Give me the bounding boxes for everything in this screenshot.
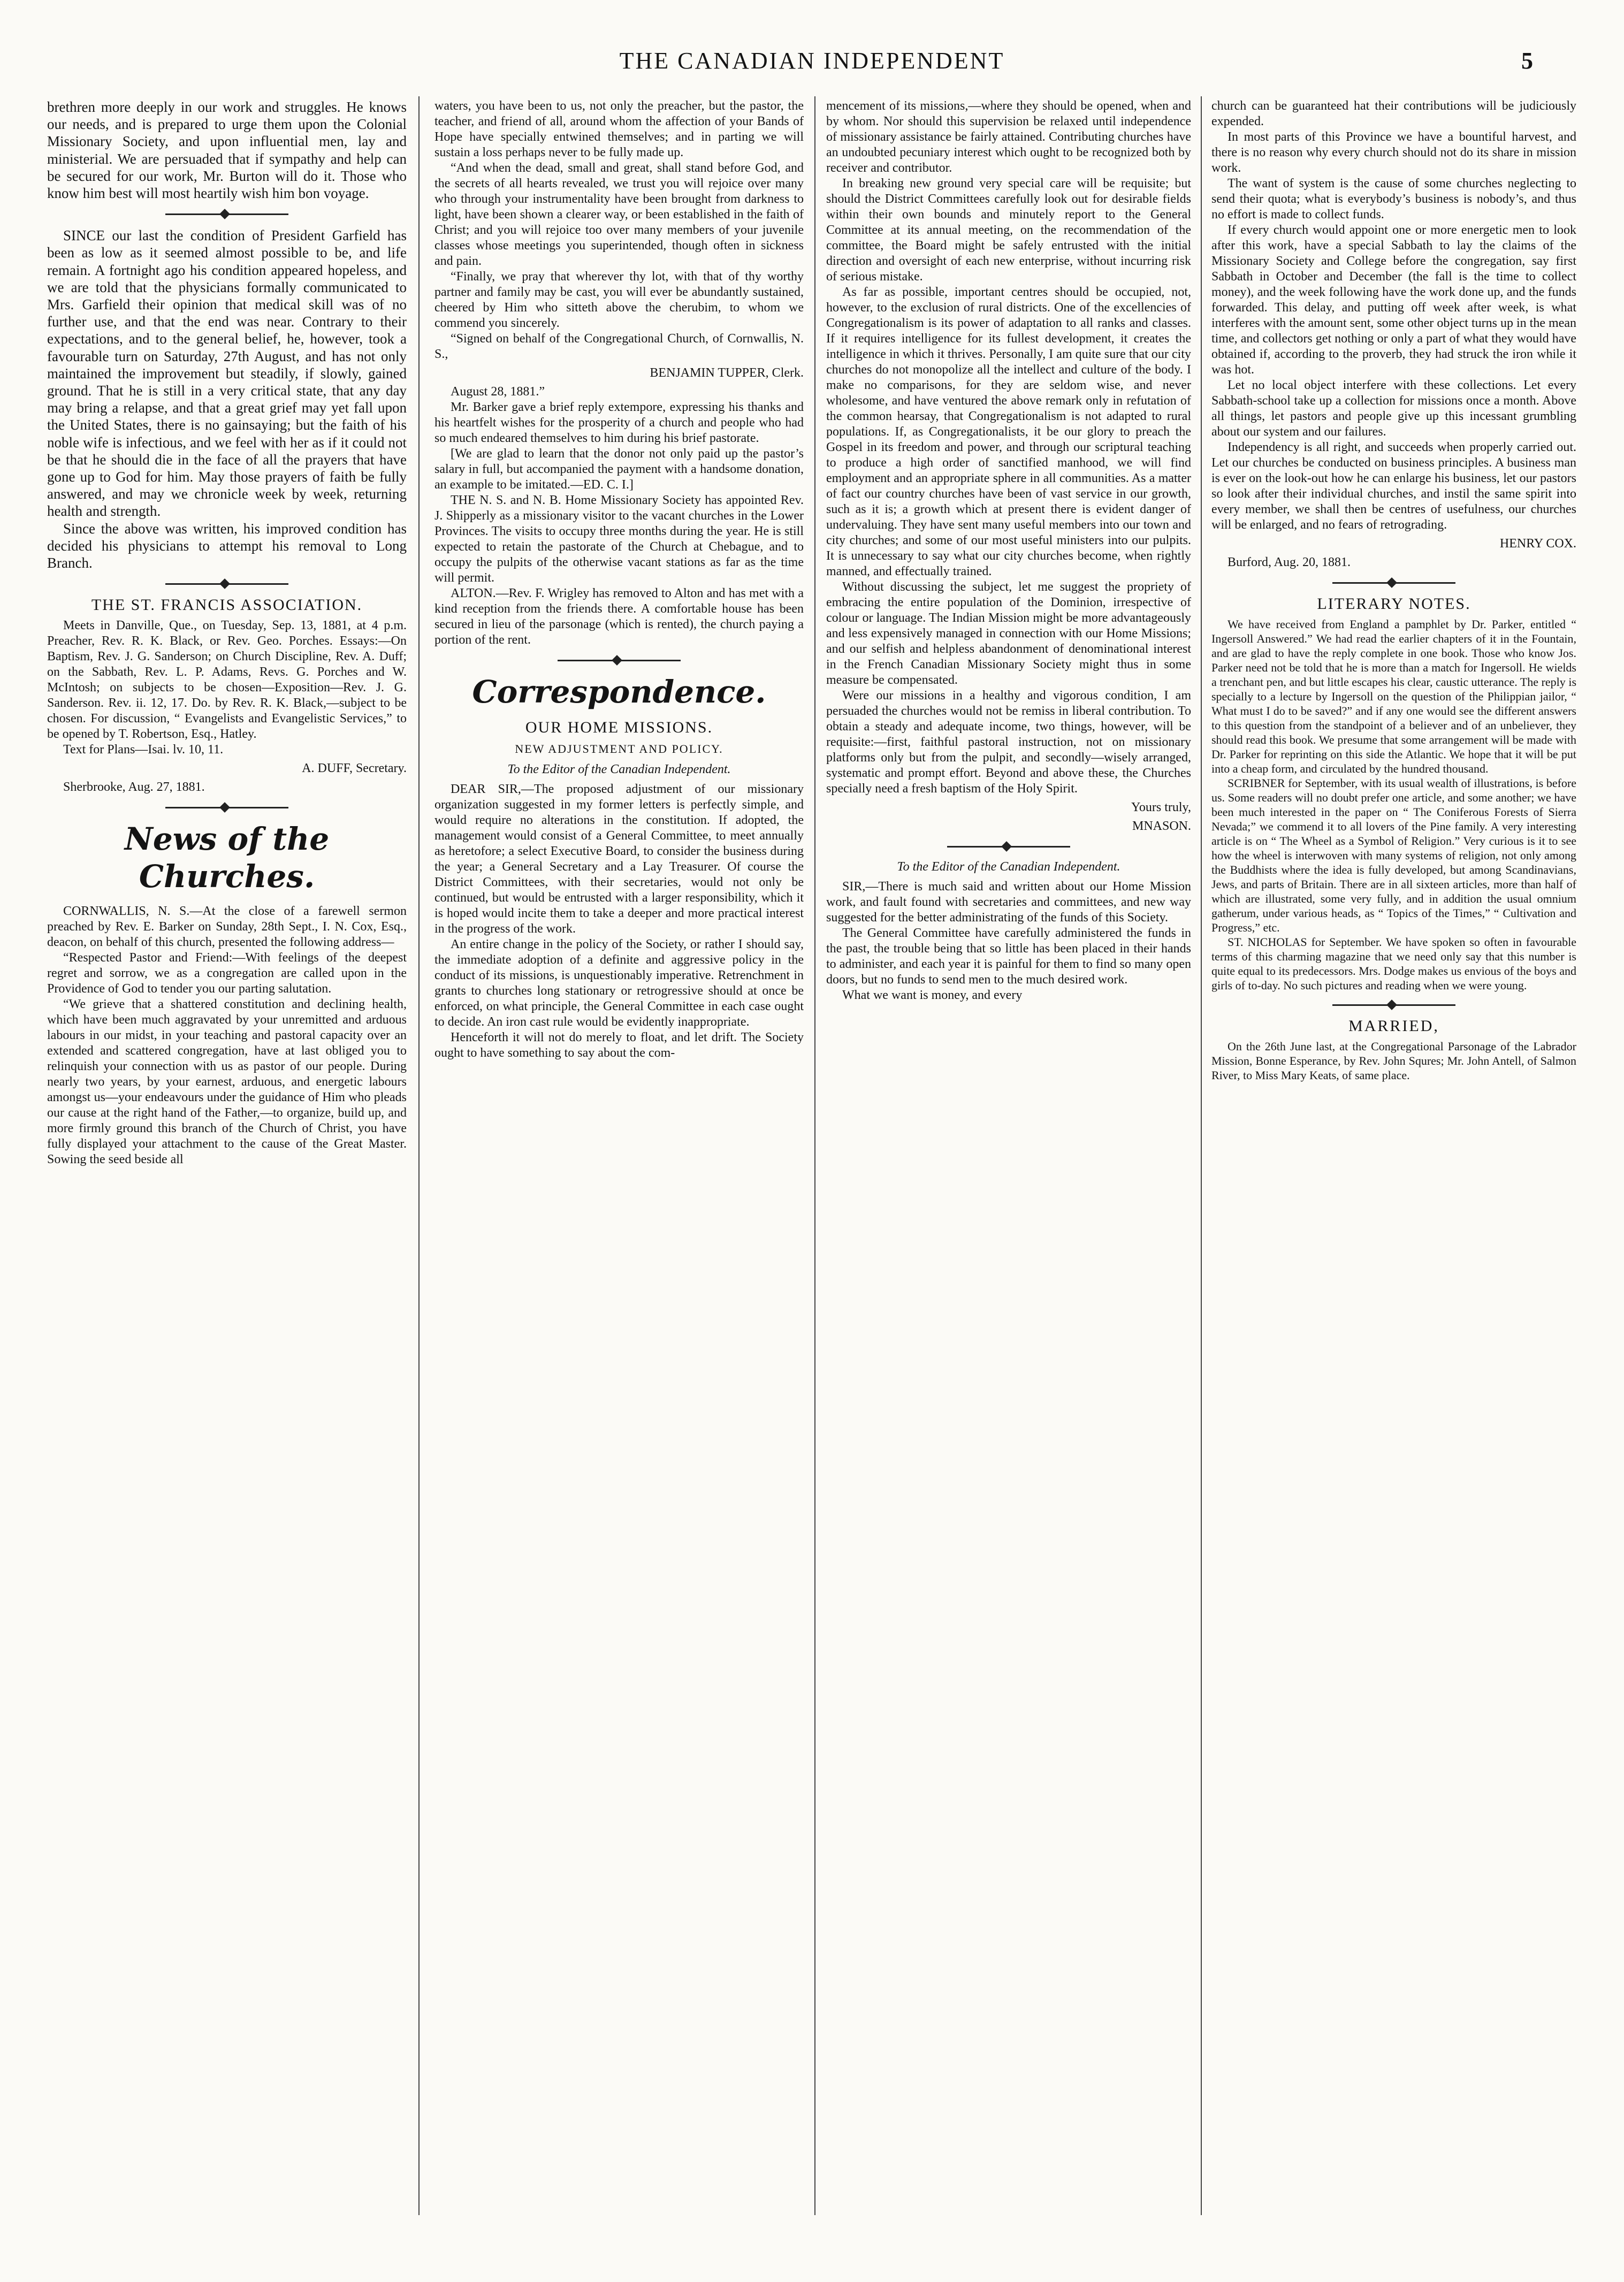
section-title: Correspondence. [472, 674, 766, 710]
ornamental-divider [947, 846, 1070, 848]
article-paragraph: Let no local object interfere with these collections. Let every Sabbath-school take up a collection for missions once a month. Above all things, let pastors and people give up this incessant grumbling about our system and our failures. [1211, 378, 1576, 439]
section-title: News of the Churches. [124, 821, 330, 895]
article-paragraph: “We grieve that a shattered constitution and declining health, which have been much aggravated by your unremitted and arduous labours in our midst, in your teaching and pastoral capacity over an extended and scattered congregation, have at last obliged you to relinquish your connection with us as pastor of our people. During nearly two years, by your earnest, arduous, and energetic labours amongst us—your endeavours under the guidance of Him who pleads our cause at the right hand of the Father,—to organize, build up, and more firmly ground this branch of the Church of Christ, you have fully displayed your attachment to the cause of the Great Master. Sowing the seed beside all [47, 997, 407, 1167]
column-rule [814, 96, 815, 2215]
running-header [0, 47, 1624, 85]
signature: A. DUFF, Secretary. [302, 761, 407, 776]
ornamental-divider [165, 583, 288, 585]
article-heading: LITERARY NOTES. [1317, 595, 1471, 613]
salutation-line: To the Editor of the Canadian Independent. [897, 860, 1120, 874]
article-paragraph: waters, you have been to us, not only the preacher, but the pastor, the teacher, and friend of all, around whom the affection of your Bands of Hope have specially entwined themselves; and in parting we will sustain a loss perhaps never to be fully made up. [434, 99, 804, 159]
article-paragraph: ALTON.—Rev. F. Wrigley has removed to Alton and has met with a kind reception from the friends there. A comfortable house has been secured in lieu of the parsonage (which is rented), the church paying a portion of the rent. [434, 586, 804, 647]
signature: HENRY COX. [1499, 537, 1576, 551]
article-paragraph: brethren more deeply in our work and struggles. He knows our needs, and is prepared to urge them upon the Colonial Missionary Society, and upon influential men, lay and ministerial. We are persuaded that if sympathy and help can be secured for our work, Mr. Burton will do it. Those who know him best will most heartily wish him bon voyage. [47, 99, 407, 202]
ornamental-divider [165, 213, 288, 215]
article-paragraph: What we want is money, and every [842, 988, 1023, 1002]
article-paragraph: SINCE our last the condition of President Garfield has been as low as it seemed almost possible to be, and life remain. A fortnight ago his condition appeared hopeless, and we are told that the physicians formally communicated to Mrs. Garfield their opinion that medical skill was of no further use, and that the end was near. Contrary to their expectations, and to the general belief, he, however, took a favourable turn on Saturday, 27th August, and has not only maintained the improvement but steadily, if slowly, gained ground. That he is still in a very critical state, that any day may bring a relapse, and that a great grief may yet fall upon the United States, there is no gainsaying; but the faith of his noble wife is infectious, and we feel with her as if it could not be that he should die in the face of all the prayers that have gone up to God for him. May those prayers of faith be fully answered, and may we chronicle week by week, returning health and strength. [47, 227, 407, 520]
article-paragraph: The want of system is the cause of some churches neglecting to send their quota; what is everybody’s business is nobody’s, and thus no effort is made to collect funds. [1211, 177, 1576, 222]
article-paragraph: SIR,—There is much said and written about our Home Mission work, and fault found with secretaries and committees, and new way suggested for the better administrating of the funds of this Society. [826, 880, 1191, 925]
column-4 [1211, 98, 1576, 2217]
article-heading: MARRIED, [1348, 1017, 1439, 1035]
article-paragraph: “Signed on behalf of the Congregational Church, of Cornwallis, N. S., [434, 332, 804, 361]
ornamental-divider [165, 807, 288, 808]
article-paragraph: On the 26th June last, at the Congregational Parsonage of the Labrador Mission, Bonne Esperance, by Rev. John Squres; Mr. John Antell, of Salmon River, to Miss Mary Keats, of same place. [1211, 1040, 1576, 1082]
page-number: 5 [1521, 48, 1533, 74]
article-paragraph: In breaking new ground very special care will be requisite; but should the District Committees carefully look out for desirable fields within their own bounds and minutely report to the General Committee at its annual meeting, on the recommendation of the committee, the Board might be safely entrusted with the initial direction and oversight of each new enterprise, without incurring risk of serious mistake. [826, 177, 1191, 284]
ornamental-divider [1332, 1004, 1455, 1006]
article-paragraph: THE N. S. and N. B. Home Missionary Society has appointed Rev. J. Shipperly as a missionary visitor to the vacant churches in the Lower Provinces. The visits to occupy three months during the year. He is still expected to retain the pastorate of the Church at Chebague, and to occupy the pulpits of the otherwise vacant stations as far as the time will permit. [434, 493, 804, 585]
article-paragraph: DEAR SIR,—The proposed adjustment of our missionary organization suggested in my former letters is perfectly simple, and would require no alterations in the constitution. If adopted, the management would consist of a General Committee, to meet annually as heretofore; a select Executive Board, to consider the business during the year; a General Secretary and a Lay Treasurer. Of course the District Committees, with their secretaries, would not only be continued, but would be entrusted with a larger responsibility, which it is hoped would incite them to take a deeper and more practical interest in the progress of the work. [434, 782, 804, 936]
article-paragraph: In most parts of this Province we have a bountiful harvest, and there is no reason why every church should not do its share in mission work. [1211, 130, 1576, 175]
signature: BENJAMIN TUPPER, Clerk. [650, 366, 804, 380]
ornamental-divider [558, 660, 681, 661]
article-paragraph: “Respected Pastor and Friend:—With feelings of the deepest regret and sorrow, we as a congregation are called upon in the Providence of God to tender you our parting salutation. [47, 951, 407, 996]
article-paragraph: Henceforth it will not do merely to float, and let drift. The Society ought to have something to say about the com- [434, 1031, 804, 1060]
column-3 [826, 98, 1191, 2217]
article-paragraph: We have received from England a pamphlet by Dr. Parker, entitled “ Ingersoll Answered.” We had read the earlier chapters of it in the Fountain, and are glad to have the reply complete in one book. Those who know Jos. Parker need not be told that he is more than a match for Ingersoll. He wields a trenchant pen, and but little escapes his clear, caustic utterance. The reply is specially to a lecture by Ingersoll on the question of the Philippian jailor, “ What must I do to be saved?” and if any one would see the different answers to this question from the standpoint of a believer and of an unbeliever, they should read this book. We presume that some arrangement will be made with Dr. Parker for reprinting on this side the Atlantic. We hope that it will be put into a cheap form, and circulated by the hundred thousand. [1211, 617, 1576, 776]
article-paragraph: An entire change in the policy of the Society, or rather I should say, the immediate adoption of a definite and aggressive policy in the conduct of its missions, is unquestionably imperative. Retrenchment in grants to churches long stationary or retrogressive should at once be enforced, on what principle, the General Committee in each case ought to decide. An iron cast rule would be evidently inappropriate. [434, 937, 804, 1029]
article-paragraph: “Finally, we pray that wherever thy lot, with that of thy worthy partner and family may be cast, you will ever be abundantly sustained, cheered by Him who sitteth above the cherubim, to whom we commend you sincerely. [434, 270, 804, 330]
article-paragraph: Without discussing the subject, let me suggest the propriety of embracing the entire population of the Dominion, irrespective of colour or language. The Indian Mission might be more advantageously and less expensively managed in connection with our Home Missions; and our selfish and helpless abandonment of denominational interest in the French Canadian Missionary Society might thus in some measure be compensated. [826, 580, 1191, 687]
column-1 [47, 98, 407, 2217]
column-2 [434, 98, 804, 2217]
column-rule [418, 96, 420, 2215]
article-heading: OUR HOME MISSIONS. [525, 719, 713, 736]
article-heading: THE ST. FRANCIS ASSOCIATION. [91, 596, 363, 614]
article-paragraph: Meets in Danville, Que., on Tuesday, Sep. 13, 1881, at 4 p.m. Preacher, Rev. R. K. Black, or Rev. Geo. Porches. Essays:—On Baptism, Rev. J. G. Sanderson; on Church Discipline, Rev. A. Duff; on the Sabbath, Rev. L. P. Adams, Revs. G. Porches and W. McIntosh; on subjects to be chosen—Exposition—Rev. J. G. Sanderson. Rev. ii. 12, 17. Do. by Rev. R. K. Black,—subject to be chosen. For discussion, “ Evangelists and Evangelistic Services,” to be opened by T. Robertson, Esq., Hatley. [47, 619, 407, 742]
dateline: August 28, 1881.” [451, 385, 545, 399]
article-paragraph: If every church would appoint one or more energetic men to look after this work, have a special Sabbath to lay the claims of the Missionary Society and College before the congregation, say first Sabbath in October and December (the fall is the time to collect money), and the week following have the work done up, and the funds forwarded. This delay, and putting off week after week, is what interferes with the amount sent, some other object turns up in the mean time, and collectors get nothing or only a part of what they would have obtained if, according to the proverb, they had struck the iron while it was hot. [1211, 223, 1576, 377]
article-paragraph: Since the above was written, his improved condition has decided his physicians to attempt his removal to Long Branch. [47, 520, 407, 571]
article-paragraph: CORNWALLIS, N. S.—At the close of a farewell sermon preached by Rev. E. Barker on Sunday, 28th Sept., I. N. Cox, Esq., deacon, on behalf of this church, presented the following address— [47, 904, 407, 950]
article-paragraph: Mr. Barker gave a brief reply extempore, expressing his thanks and his heartfelt wishes for the prosperity of a church and people who had so much endeared themselves to him during his brief pastorate. [434, 400, 804, 445]
article-paragraph: The General Committee have carefully administered the funds in the past, the trouble being that so little has been placed in their hands to administer, and each year it is painful for them to find so many open doors, but no funds to send men to the much desired work. [826, 926, 1191, 987]
dateline: Sherbrooke, Aug. 27, 1881. [63, 780, 205, 795]
article-paragraph: church can be guaranteed hat their contributions will be judiciously expended. [1211, 99, 1576, 128]
salutation-line: To the Editor of the Canadian Independent. [507, 762, 731, 777]
ornamental-divider [1332, 582, 1455, 584]
article-paragraph: As far as possible, important centres should be occupied, not, however, to the exclusion of rural districts. One of the excellencies of Congregationalism is its power of adaptation to all ranks and classes. If it requires intelligence for its fullest development, it creates the intelligence in which it thrives. Personally, I am quite sure that our city churches do not monopolize all the intellect and culture of the body. I make no comparisons, for they are seldom wise, and never wholesome, and have ventured the above remark only in refutation of the common hearsay, that Congregationalism is not adapted to rural populations. If, as Congregationalists, it be our glory to preach the Gospel in its freedom and power, and through our scriptural teaching to produce a high order of sanctified manhood, we will find employment and an appropriate sphere in all communities. As a matter of fact our country churches have been of vast service in our growth, such as it is; a growth which at present there is evident danger of undervaluing. They have sent many useful members into our town and city churches; and some of our most useful ministers into our pulpits. It is unnecessary to say what our city churches become, when rightly manned, and effectually trained. [826, 285, 1191, 578]
article-paragraph: Independency is all right, and succeeds when properly carried out. Let our churches be conducted on business principles. A business man is ever on the look-out how he can enlarge his business, let our pastors so look after their individual churches, and instil the same spirit into every member, we shall then be centres of usefulness, our churches will be enlarged, and no fears of retrograding. [1211, 440, 1576, 532]
column-rule [1201, 96, 1202, 2215]
dateline: Burford, Aug. 20, 1881. [1227, 555, 1351, 569]
article-paragraph: “And when the dead, small and great, shall stand before God, and the secrets of all hearts revealed, we trust you will rejoice over many who through your instrumentality have been brought from darkness to light, have been shown a clearer way, or been established in the faith of Christ; and you will rejoice too over many members of your juvenile classes whose meetings you superintended, though often in sickness and pain. [434, 161, 804, 268]
article-paragraph: mencement of its missions,—where they should be opened, when and by whom. Nor should this supervision be relaxed until independence of missionary assistance be fairly attained. Contributing churches have an undoubted pecuniary interest which ought to be recognized both by receiver and contributor. [826, 99, 1191, 175]
article-paragraph: ST. NICHOLAS for September. We have spoken so often in favourable terms of this charming magazine that we need only say that this number is quite equal to its predecessors. Mrs. Dodge makes us envious of the boys and girls of to-day. No such pictures and reading when we were young. [1211, 935, 1576, 993]
article-paragraph: Text for Plans—Isai. lv. 10, 11. [63, 743, 224, 757]
letter-closing: Yours truly, [1131, 800, 1191, 814]
signature: MNASON. [1132, 819, 1191, 833]
article-subheading: NEW ADJUSTMENT AND POLICY. [515, 742, 723, 756]
article-paragraph: [We are glad to learn that the donor not only paid up the pastor’s salary in full, but accompanied the payment with a handsome donation, an example to be imitated.—ED. C. I.] [434, 447, 804, 492]
publication-title: THE CANADIAN INDEPENDENT [619, 48, 1005, 74]
article-paragraph: Were our missions in a healthy and vigorous condition, I am persuaded the churches would not be remiss in liberal contribution. To obtain a steady and adequate income, two things, however, will be requisite:—first, faithful pastoral instruction, not on missionary platforms only but from the pulpit, and secondly—wisely arranged, systematic and prompt effort. Beyond and above these, the Churches specially need a fresh baptism of the Holy Spirit. [826, 689, 1191, 796]
article-paragraph: SCRIBNER for September, with its usual wealth of illustrations, is before us. Some readers will no doubt prefer one article, and some another; we have been much interested in the paper on “ The Coniferous Forests of Sierra Nevada;” we commend it to all lovers of the Pine family. A very interesting article is on “ The Wheel as a Symbol of Religion.” Very curious is it to see how the wheel is interwoven with many systems of religion, not only among the Buddhists where the idea is fully developed, but among Scandinavians, Jews, and parts of Britain. There are in all sixteen articles, more than half of which are illustrated, some very fully, and in addition the usual omnium gatherum, under various heads, as “ Topics of the Times,” “ Cultivation and Progress,” etc. [1211, 776, 1576, 935]
